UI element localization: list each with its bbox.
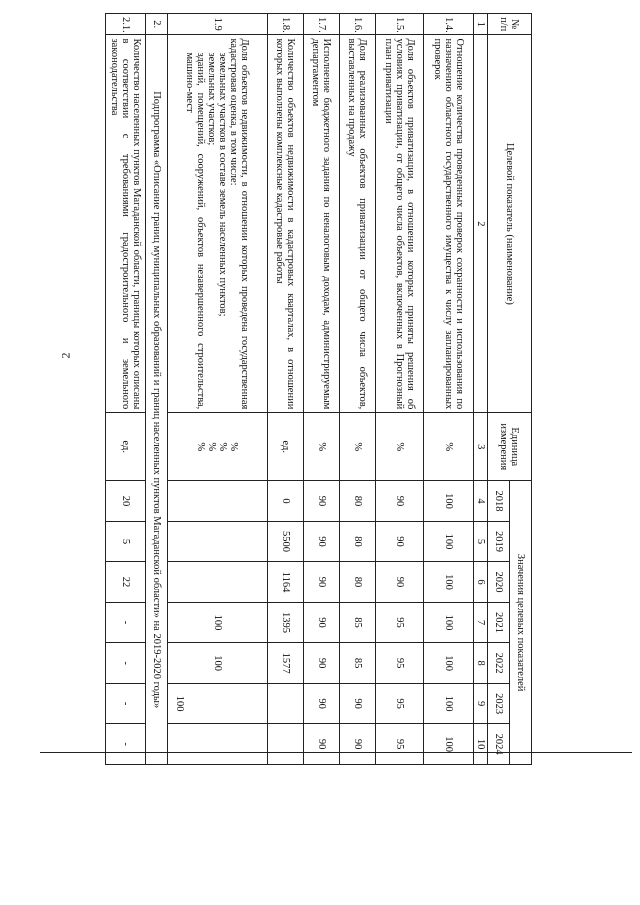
row-unit-item: % bbox=[228, 442, 240, 452]
table-row bbox=[424, 14, 474, 765]
header-year: 2018 bbox=[488, 481, 510, 522]
row-name: Доля объектов приватизации, в отношении которых приняты решения об условиях приватизации, от общего числа объектов, включенных в Прогнозный план приватизации bbox=[376, 35, 424, 413]
row-name: Исполнение бюджетного задания по неналоговым доходам, администрируемым департаментом bbox=[304, 35, 340, 413]
row-num: 1.9 bbox=[168, 14, 268, 35]
row-unit: % bbox=[340, 413, 376, 481]
header-year: 2019 bbox=[488, 521, 510, 562]
header-num: № п/п bbox=[488, 14, 532, 35]
row-name: Отношение количества проведенных проверок сохранности и использования по назначению областного государственного имущества к числу запланированных проверок bbox=[424, 35, 474, 413]
row-value: 95 bbox=[376, 643, 424, 684]
table-row bbox=[268, 14, 304, 765]
row-value: 80 bbox=[340, 562, 376, 603]
row-value: 95 bbox=[376, 724, 424, 765]
header-indicator: Целевой показатель (наименование) bbox=[488, 35, 532, 413]
subprogram-row bbox=[146, 14, 168, 765]
row-unit bbox=[168, 413, 268, 481]
row-value: 90 bbox=[340, 724, 376, 765]
row-unit-item: % bbox=[217, 442, 229, 452]
row-unit: ед. bbox=[106, 413, 146, 481]
header-year: 2021 bbox=[488, 602, 510, 643]
row-value bbox=[168, 724, 268, 765]
row-name-item: зданий, помещений, сооружений, объектов незавершенного строительства, машино-мест bbox=[184, 52, 207, 410]
row-num: 2.1. bbox=[106, 14, 146, 35]
table-row bbox=[340, 14, 376, 765]
row-value: 90 bbox=[304, 643, 340, 684]
row-value: 100 bbox=[424, 602, 474, 643]
row-value: 80 bbox=[340, 481, 376, 522]
row-value: 90 bbox=[304, 481, 340, 522]
subprogram-title: Подпрограмма «Описание границ муниципальных образований и границ населенных пунктов Магаданской области» на 2019-2020 годы» bbox=[146, 35, 168, 765]
row-value: 0 bbox=[268, 481, 304, 522]
header-unit: Единица измерения bbox=[488, 413, 532, 481]
row-value: 100 bbox=[424, 562, 474, 603]
row-value: 90 bbox=[304, 724, 340, 765]
col-number: 2 bbox=[474, 35, 488, 413]
row-value: 90 bbox=[376, 481, 424, 522]
row-name: Доля реализованных объектов приватизации от общего числа объектов, выставленных на продажу bbox=[340, 35, 376, 413]
row-value: 1164 bbox=[268, 562, 304, 603]
row-unit-item: % bbox=[206, 442, 218, 452]
row-name-item: земельных участков в составе земель населенных пунктов; bbox=[217, 52, 229, 317]
row-num: 1.7. bbox=[304, 14, 340, 35]
row-value bbox=[268, 724, 304, 765]
row-value: 90 bbox=[304, 602, 340, 643]
header-year: 2023 bbox=[488, 683, 510, 724]
row-value: 100 bbox=[168, 602, 268, 643]
horizontal-rule bbox=[40, 752, 632, 753]
row-name bbox=[168, 35, 268, 413]
row-value: 100 bbox=[168, 643, 268, 684]
row-value: 100 bbox=[424, 643, 474, 684]
row-value: 90 bbox=[304, 683, 340, 724]
col-number: 5 bbox=[474, 521, 488, 562]
col-number: 4 bbox=[474, 481, 488, 522]
indicators-table bbox=[105, 13, 532, 765]
row-value: 100 bbox=[424, 521, 474, 562]
row-value bbox=[268, 683, 304, 724]
row-value: 90 bbox=[304, 562, 340, 603]
row-value bbox=[168, 562, 268, 603]
row-value: - bbox=[106, 683, 146, 724]
row-value: 90 bbox=[304, 521, 340, 562]
col-number: 7 bbox=[474, 602, 488, 643]
row-value: 90 bbox=[376, 562, 424, 603]
table-row bbox=[304, 14, 340, 765]
col-number: 8 bbox=[474, 643, 488, 684]
page-number: 2 bbox=[58, 352, 73, 359]
row-value: - bbox=[106, 602, 146, 643]
row-unit: % bbox=[376, 413, 424, 481]
col-number: 6 bbox=[474, 562, 488, 603]
row-value: 100 bbox=[424, 481, 474, 522]
header-year: 2024 bbox=[488, 724, 510, 765]
row-value bbox=[168, 481, 268, 522]
row-num: 1.5. bbox=[376, 14, 424, 35]
row-value: 95 bbox=[376, 683, 424, 724]
row-value: 5 bbox=[106, 521, 146, 562]
row-name: Количество объектов недвижимости в кадастровых кварталах, в отношении которых выполнены комплексные кадастровые работы bbox=[268, 35, 304, 413]
header-values-group: Значения целевых показателей bbox=[510, 481, 532, 765]
row-value: 20 bbox=[106, 481, 146, 522]
row-unit: % bbox=[304, 413, 340, 481]
row-num: 1.4. bbox=[424, 14, 474, 35]
row-unit-item: % bbox=[195, 442, 207, 452]
row-unit: ед. bbox=[268, 413, 304, 481]
row-num: 1.8. bbox=[268, 14, 304, 35]
row-value: 100 bbox=[424, 683, 474, 724]
row-value: 5500 bbox=[268, 521, 304, 562]
row-value: - bbox=[106, 724, 146, 765]
col-number: 10 bbox=[474, 724, 488, 765]
rotated-table-wrapper bbox=[109, 13, 532, 765]
table-row bbox=[376, 14, 424, 765]
row-value: 1577 bbox=[268, 643, 304, 684]
row-unit: % bbox=[424, 413, 474, 481]
table-row bbox=[168, 14, 268, 765]
row-name: Количество населенных пунктов Магаданской области, границы которых описаны в соответствии с требованиями градостроительного и земельного законодательства bbox=[106, 35, 146, 413]
subprogram-num: 2. bbox=[146, 14, 168, 35]
row-value: 1395 bbox=[268, 602, 304, 643]
row-value: 100 bbox=[168, 683, 268, 724]
row-value: 22 bbox=[106, 562, 146, 603]
row-value: 95 bbox=[376, 602, 424, 643]
col-number: 1 bbox=[474, 14, 488, 35]
row-value bbox=[168, 521, 268, 562]
row-value: 100 bbox=[424, 724, 474, 765]
row-value: 85 bbox=[340, 643, 376, 684]
table-row bbox=[106, 14, 146, 765]
row-value: 85 bbox=[340, 602, 376, 643]
header-year: 2022 bbox=[488, 643, 510, 684]
row-name-intro: Доля объектов недвижимости, в отношении которых проведена государственная кадастровая оценка, в том числе: bbox=[228, 38, 251, 410]
row-num: 1.6. bbox=[340, 14, 376, 35]
row-name-item: земельных участков; bbox=[206, 52, 218, 146]
header-year: 2020 bbox=[488, 562, 510, 603]
row-value: 90 bbox=[376, 521, 424, 562]
row-value: 80 bbox=[340, 521, 376, 562]
col-number: 3 bbox=[474, 413, 488, 481]
col-number: 9 bbox=[474, 683, 488, 724]
row-value: - bbox=[106, 643, 146, 684]
row-value: 90 bbox=[340, 683, 376, 724]
